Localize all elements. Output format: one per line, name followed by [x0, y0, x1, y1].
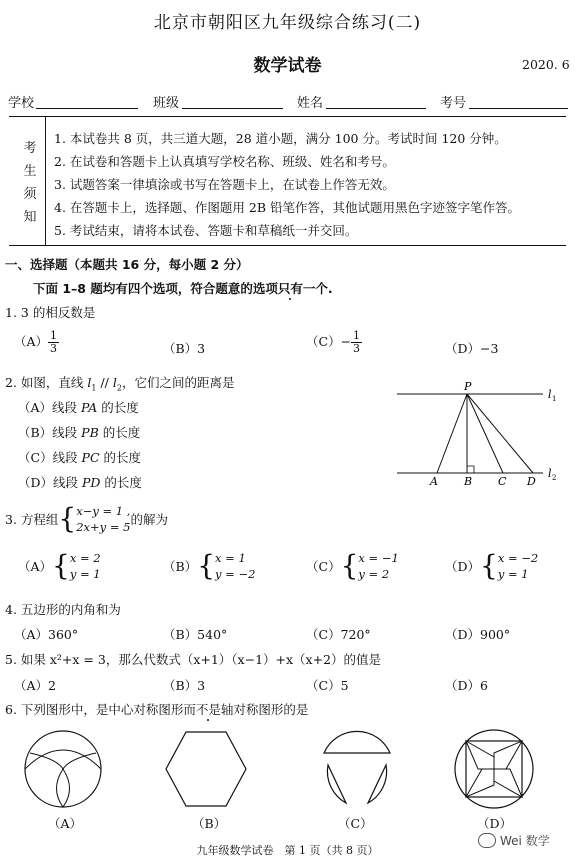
- notice-rule: 4. 在答题卡上，选择题、作图题用 2B 铅笔作答，其他试题用黑色字迹签字笔作答。: [54, 200, 520, 215]
- q1-option-b[interactable]: （B）3: [163, 341, 206, 356]
- point-p-label: P: [464, 380, 472, 393]
- stem-text: 3. 方程组: [5, 512, 59, 527]
- notice-label-char: 考: [23, 141, 37, 156]
- q5-option-a[interactable]: （A）2: [14, 678, 56, 693]
- q4-option-a[interactable]: （A）360°: [14, 627, 79, 642]
- subscript: 2: [116, 383, 122, 393]
- class-label: 班级: [153, 96, 180, 111]
- option-label: （D）线段: [18, 475, 82, 490]
- q1-option-a[interactable]: [14, 330, 59, 355]
- segment-name: PC: [81, 450, 100, 465]
- school-label: 学校: [8, 96, 35, 111]
- point-c-label: C: [498, 475, 507, 488]
- stem-text-end: 轴对称图形的是: [220, 702, 309, 717]
- q2-option-c[interactable]: [18, 448, 141, 466]
- solution-x: x = −2: [497, 551, 539, 565]
- solution-x: x = −1: [358, 551, 399, 565]
- q3-option-d[interactable]: [445, 550, 538, 582]
- brace: {: [52, 549, 70, 582]
- question-6-stem: [5, 700, 308, 718]
- q5-option-b[interactable]: （B）3: [163, 678, 206, 693]
- q3-option-a[interactable]: [18, 550, 101, 582]
- notice-rule: 2. 在试卷和答题卡上认真填写学校名称、班级、姓名和考号。: [54, 154, 395, 169]
- segment-pd: [467, 394, 533, 473]
- parallel-lines-figure: [395, 380, 565, 488]
- section-heading: 一、选择题（本题共 16 分，每小题 2 分）: [5, 257, 249, 272]
- notice-rule: 1. 本试卷共 8 页，共三道大题，28 道小题，满分 100 分。考试时间 120 分钟。: [54, 131, 507, 146]
- option-label: （A）: [18, 559, 53, 574]
- solution-y: y = 1: [497, 567, 529, 581]
- figure-b-hexagon[interactable]: [164, 729, 248, 809]
- solution-system: [498, 550, 538, 582]
- q5-option-c[interactable]: （C）5: [306, 678, 349, 693]
- q1-option-c[interactable]: [306, 330, 362, 355]
- instruction-text: 下面 1–8 题均有四个选项，符合题意的选项: [33, 281, 278, 296]
- wechat-icon: [478, 833, 496, 848]
- notice-divider: [45, 117, 46, 245]
- option-label: （A）: [14, 334, 49, 349]
- point-a-label: A: [430, 475, 438, 488]
- watermark: [478, 832, 550, 849]
- q3-option-b[interactable]: [163, 550, 255, 582]
- figure-d-pinwheel[interactable]: [452, 727, 536, 811]
- exam-date: 2020. 6: [522, 57, 570, 72]
- option-label: （B）线段: [18, 425, 82, 440]
- stem-text-end: 的解为: [130, 512, 168, 527]
- parallel-sign: //: [96, 375, 113, 390]
- figure-d-label: （D）: [477, 816, 513, 831]
- stem-text-end: ，它们之间的距离是: [121, 375, 235, 390]
- option-label: （B）: [163, 559, 198, 574]
- notice-rule: 5. 考试结束，请将本试卷、答题卡和草稿纸一并交回。: [54, 223, 358, 238]
- solution-y: y = 2: [358, 567, 390, 581]
- option-tail: 的长度: [97, 400, 139, 415]
- solution-y: y = −2: [215, 567, 256, 581]
- stem-text: 2. 如图，直线: [5, 375, 88, 390]
- denominator: 3: [50, 342, 58, 355]
- question-4-stem: 4. 五边形的内角和为: [5, 602, 121, 617]
- option-label: （D）: [445, 559, 481, 574]
- page-footer: 九年级数学试卷 第 1 页（共 8 页）: [196, 844, 379, 857]
- line-l2: l: [112, 375, 117, 390]
- option-label: （C）线段: [18, 450, 82, 465]
- fraction: [48, 330, 59, 355]
- section-instruction: [33, 279, 333, 297]
- notice-label-char: 须: [23, 187, 37, 202]
- fraction: [351, 330, 362, 355]
- stem-emphasis: 不是: [195, 702, 221, 717]
- q2-option-d[interactable]: [18, 473, 142, 491]
- option-label: （C）−: [306, 334, 352, 349]
- solution-y: y = 1: [69, 567, 101, 581]
- right-angle-mark: [467, 466, 474, 473]
- segment-name: PB: [81, 425, 99, 440]
- point-b-label: B: [464, 475, 473, 488]
- option-label: （A）线段: [18, 400, 82, 415]
- segment-name: PD: [82, 475, 101, 490]
- instruction-emphasis: 只有: [277, 281, 303, 296]
- numerator: 1: [50, 329, 58, 342]
- exam-title: 北京市朝阳区九年级综合练习(二): [153, 13, 422, 33]
- question-5-stem: 5. 如果 x²+x = 3，那么代数式（x+1）（x−1）+x（x+2）的值是: [5, 652, 382, 667]
- equation-2: 2x+y = 5: [76, 520, 131, 534]
- exam-number-field[interactable]: [469, 108, 568, 109]
- figure-b-label: （B）: [192, 816, 227, 831]
- figure-c-segments[interactable]: [318, 729, 396, 809]
- notice-label-char: 知: [23, 210, 37, 225]
- option-label: （C）: [306, 559, 341, 574]
- figure-a-circle-arcs[interactable]: [22, 727, 104, 811]
- notice-label-char: 生: [23, 164, 37, 179]
- line-l1-subscript: 1: [552, 395, 557, 403]
- q5-option-d[interactable]: （D）6: [445, 678, 488, 693]
- question-2-stem: [5, 373, 234, 393]
- q2-option-a[interactable]: [18, 398, 139, 416]
- option-tail: 的长度: [100, 475, 142, 490]
- figure-a-label: （A）: [48, 816, 83, 831]
- notice-rule: 3. 试题答案一律填涂或书写在答题卡上，在试卷上作答无效。: [54, 177, 395, 192]
- watermark-text: Wei 数学: [500, 834, 550, 848]
- solution-system: [70, 550, 101, 582]
- q4-option-c[interactable]: （C）720°: [306, 627, 371, 642]
- solution-system: [215, 550, 255, 582]
- option-tail: 的长度: [98, 425, 141, 440]
- segment-name: PA: [81, 400, 98, 415]
- segment-pa: [437, 394, 467, 473]
- solution-x: x = 2: [69, 551, 101, 565]
- figure-c-label: （C）: [338, 816, 373, 831]
- brace: {: [58, 502, 77, 535]
- name-label: 姓名: [297, 96, 324, 111]
- question-1-stem: 1. 3 的相反数是: [5, 305, 96, 320]
- subscript: 1: [91, 383, 97, 393]
- solution-x: x = 1: [215, 551, 246, 565]
- q1-option-d[interactable]: （D）−3: [445, 341, 499, 356]
- question-3-stem: [5, 503, 168, 535]
- brace: {: [340, 549, 359, 582]
- equation-system: [76, 503, 130, 535]
- brace: {: [197, 549, 216, 582]
- segment-pc: [467, 394, 503, 473]
- notice-box: [9, 116, 566, 246]
- line-l1-label: l: [548, 388, 552, 401]
- q3-option-c[interactable]: [306, 550, 399, 582]
- line-l1: l: [87, 375, 92, 390]
- exam-number-label: 考号: [440, 96, 467, 111]
- line-l2-subscript: 2: [552, 474, 557, 482]
- solution-system: [358, 550, 398, 582]
- denominator: 3: [353, 342, 361, 355]
- name-field[interactable]: [326, 108, 426, 109]
- option-tail: 的长度: [99, 450, 142, 465]
- equation-1: x−y = 1 ,: [76, 504, 131, 518]
- line-l2-label: l: [548, 467, 552, 480]
- q4-option-d[interactable]: （D）900°: [445, 627, 511, 642]
- instruction-text-end: 一个.: [302, 281, 333, 296]
- school-field[interactable]: [36, 108, 138, 109]
- q2-option-b[interactable]: [18, 423, 140, 441]
- q4-option-b[interactable]: （B）540°: [163, 627, 228, 642]
- stem-text: 6. 下列图形中，是中心对称图形而: [5, 702, 196, 717]
- brace: {: [480, 549, 498, 582]
- exam-subtitle: 数学试卷: [253, 56, 322, 76]
- class-field[interactable]: [182, 108, 283, 109]
- point-d-label: D: [527, 475, 536, 488]
- numerator: 1: [353, 329, 361, 342]
